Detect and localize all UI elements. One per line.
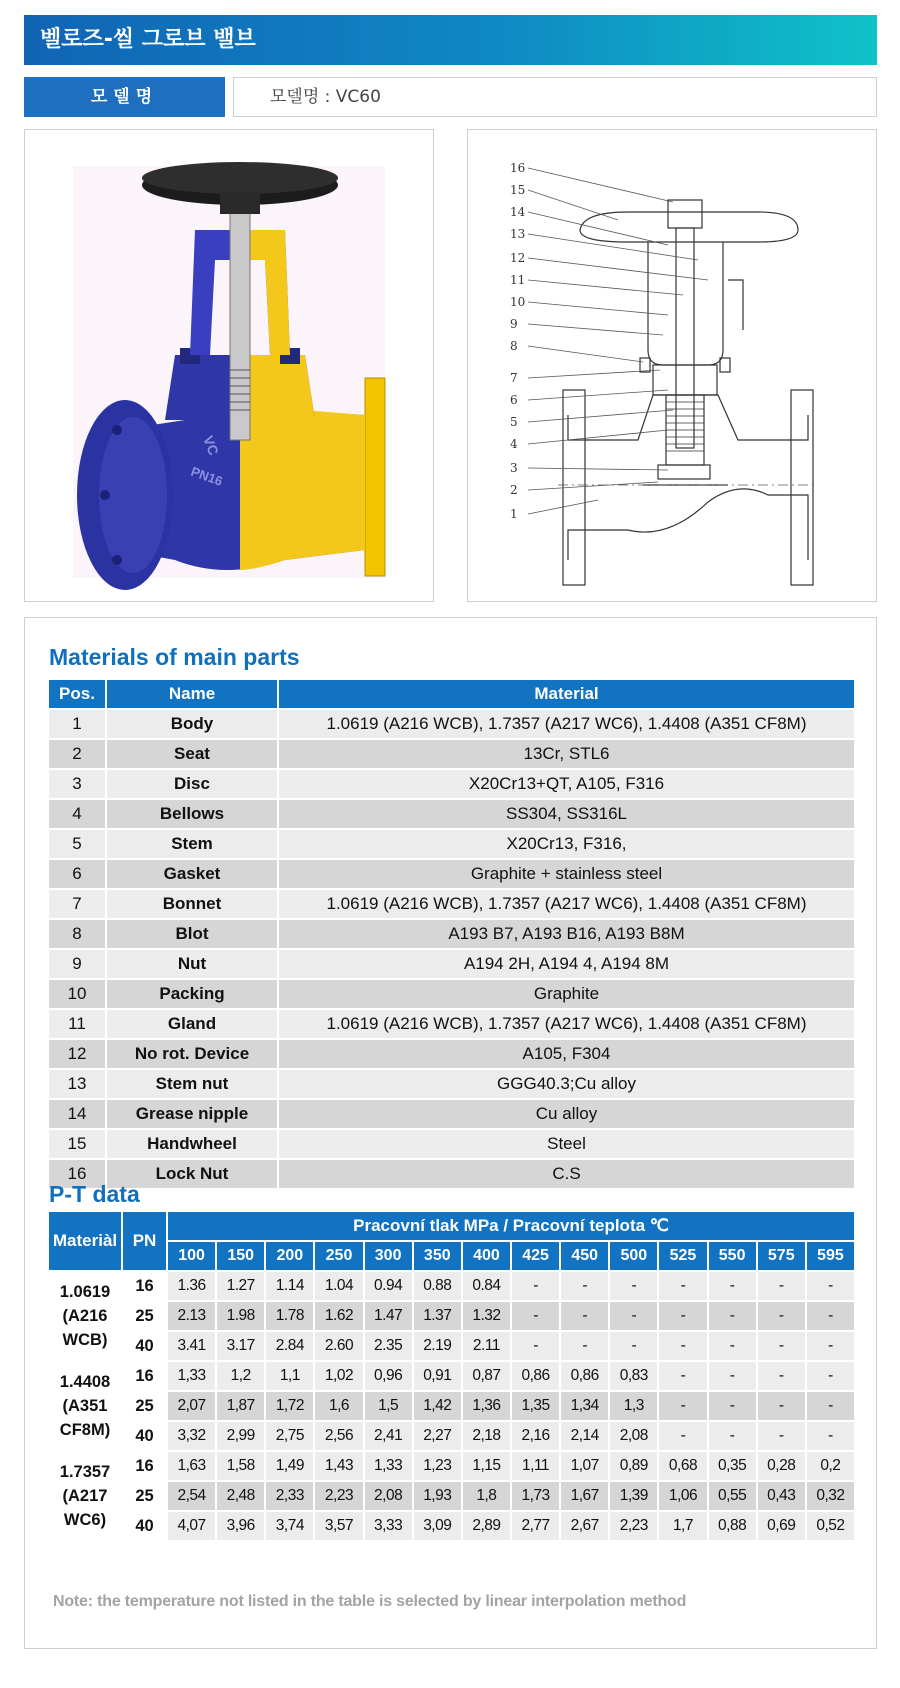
pt-value-cell: 2,56 (315, 1422, 362, 1450)
pt-value-cell: - (709, 1362, 756, 1390)
callout-label: 8 (510, 339, 518, 353)
materials-material-cell: 13Cr, STL6 (279, 740, 854, 768)
callout-label: 5 (510, 415, 518, 429)
callout-label: 16 (510, 161, 526, 175)
pt-value-cell: 1,34 (561, 1392, 608, 1420)
pt-value-cell: 1,42 (414, 1392, 461, 1420)
pt-material-line: 1.0619 (59, 1283, 111, 1301)
pt-table (47, 1210, 856, 1542)
materials-row (49, 1130, 854, 1158)
materials-pos-cell: 9 (49, 950, 105, 978)
materials-title: Materials of main parts (49, 644, 300, 670)
callout-label: 2 (510, 483, 518, 497)
materials-row (49, 1010, 854, 1038)
pt-value-cell: - (561, 1302, 608, 1330)
pt-pn-cell: 40 (123, 1512, 166, 1540)
pt-material-cell (49, 1272, 121, 1360)
pt-value-cell: 1.14 (266, 1272, 313, 1300)
pt-value-cell: - (758, 1272, 805, 1300)
svg-text:PN16: PN16 (188, 463, 225, 489)
pt-header-span: Pracovní tlak MPa / Pracovní teplota ℃ (168, 1212, 854, 1240)
valve-photo-illustration (25, 130, 435, 603)
pt-value-cell: 1,87 (217, 1392, 264, 1420)
pt-value-cell: 3,33 (365, 1512, 412, 1540)
pt-temperature-header: 550 (709, 1242, 756, 1270)
pt-temperature-header: 300 (365, 1242, 412, 1270)
pt-header-material: Materiàl (49, 1212, 121, 1270)
materials-pos-cell: 1 (49, 710, 105, 738)
materials-name-cell: Gasket (107, 860, 277, 888)
pt-row (49, 1452, 854, 1480)
callout-label: 13 (510, 227, 526, 241)
materials-row (49, 1070, 854, 1098)
pt-value-cell: 3.41 (168, 1332, 215, 1360)
materials-pos-cell: 7 (49, 890, 105, 918)
pt-value-cell: - (659, 1272, 706, 1300)
pt-pn-cell: 16 (123, 1452, 166, 1480)
pt-value-cell: - (758, 1302, 805, 1330)
pt-value-cell: - (659, 1332, 706, 1360)
pt-value-cell: 0.84 (463, 1272, 510, 1300)
pt-value-cell: - (561, 1272, 608, 1300)
pt-value-cell: - (512, 1332, 559, 1360)
pt-value-cell: 1,06 (659, 1482, 706, 1510)
pt-temperature-header: 200 (266, 1242, 313, 1270)
pt-temperature-header: 100 (168, 1242, 215, 1270)
pt-value-cell: 2,07 (168, 1392, 215, 1420)
materials-name-cell: No rot. Device (107, 1040, 277, 1068)
materials-row (49, 1100, 854, 1128)
pt-value-cell: 1,39 (610, 1482, 657, 1510)
pt-value-cell: 1,15 (463, 1452, 510, 1480)
pt-value-cell: 0,87 (463, 1362, 510, 1390)
pt-row (49, 1272, 854, 1300)
pt-value-cell: 1,63 (168, 1452, 215, 1480)
materials-name-cell: Lock Nut (107, 1160, 277, 1188)
pt-value-cell: 2,75 (266, 1422, 313, 1450)
pt-material-line: (A216 (62, 1307, 108, 1325)
pt-value-cell: 2.60 (315, 1332, 362, 1360)
pt-value-cell: 1.98 (217, 1302, 264, 1330)
pt-value-cell: 1,58 (217, 1452, 264, 1480)
svg-text:VC: VC (200, 433, 222, 458)
materials-row (49, 860, 854, 888)
materials-row (49, 1040, 854, 1068)
pt-value-cell: 3,09 (414, 1512, 461, 1540)
pt-value-cell: - (709, 1392, 756, 1420)
callout-label: 14 (510, 205, 526, 219)
pt-value-cell: 2,08 (365, 1482, 412, 1510)
valve-cross-section-drawing (467, 129, 877, 602)
materials-name-cell: Bonnet (107, 890, 277, 918)
pt-value-cell: 1,33 (168, 1362, 215, 1390)
pt-value-cell: - (758, 1362, 805, 1390)
pt-value-cell: - (758, 1332, 805, 1360)
materials-row (49, 830, 854, 858)
pt-material-line: (A217 (62, 1487, 108, 1505)
materials-material-cell: Cu alloy (279, 1100, 854, 1128)
pt-value-cell: - (807, 1362, 854, 1390)
materials-pos-cell: 6 (49, 860, 105, 888)
pt-pn-cell: 25 (123, 1302, 166, 1330)
materials-header-material: Material (279, 680, 854, 708)
materials-name-cell: Stem (107, 830, 277, 858)
valve-photo (24, 129, 434, 602)
pt-value-cell: 1,6 (315, 1392, 362, 1420)
pt-value-cell: 1,67 (561, 1482, 608, 1510)
materials-row (49, 1160, 854, 1188)
materials-material-cell: 1.0619 (A216 WCB), 1.7357 (A217 WC6), 1.4408 (A351 CF8M) (279, 1010, 854, 1038)
materials-material-cell: A194 2H, A194 4, A194 8M (279, 950, 854, 978)
materials-row (49, 710, 854, 738)
pt-value-cell: 2,67 (561, 1512, 608, 1540)
pt-value-cell: - (709, 1272, 756, 1300)
pt-value-cell: 2,14 (561, 1422, 608, 1450)
materials-pos-cell: 2 (49, 740, 105, 768)
materials-header-name: Name (107, 680, 277, 708)
pt-header-pn: PN (123, 1212, 166, 1270)
pt-value-cell: 0,43 (758, 1482, 805, 1510)
pt-value-cell: - (807, 1272, 854, 1300)
materials-material-cell: X20Cr13, F316, (279, 830, 854, 858)
pt-value-cell: 0,89 (610, 1452, 657, 1480)
pt-value-cell: 2,48 (217, 1482, 264, 1510)
pt-pn-cell: 40 (123, 1422, 166, 1450)
materials-row (49, 920, 854, 948)
pt-value-cell: 0,86 (561, 1362, 608, 1390)
pt-pn-cell: 16 (123, 1362, 166, 1390)
pt-value-cell: - (709, 1422, 756, 1450)
materials-pos-cell: 5 (49, 830, 105, 858)
materials-row (49, 770, 854, 798)
materials-material-cell: A193 B7, A193 B16, A193 B8M (279, 920, 854, 948)
materials-name-cell: Seat (107, 740, 277, 768)
page-title: 벨로즈-씰 그로브 밸브 (24, 15, 877, 65)
pt-value-cell: 2,89 (463, 1512, 510, 1540)
pt-value-cell: - (807, 1422, 854, 1450)
materials-name-cell: Grease nipple (107, 1100, 277, 1128)
model-value: 모델명 : VC60 (233, 77, 877, 117)
materials-name-cell: Blot (107, 920, 277, 948)
pt-temperature-header: 450 (561, 1242, 608, 1270)
pt-pn-cell: 25 (123, 1392, 166, 1420)
materials-pos-cell: 10 (49, 980, 105, 1008)
pt-value-cell: 1,23 (414, 1452, 461, 1480)
pt-value-cell: 1,11 (512, 1452, 559, 1480)
pt-value-cell: 0,35 (709, 1452, 756, 1480)
cross-section-illustration (468, 130, 878, 603)
materials-material-cell: C.S (279, 1160, 854, 1188)
pt-body (49, 1272, 854, 1540)
pt-temperature-header: 350 (414, 1242, 461, 1270)
pt-value-cell: 1,36 (463, 1392, 510, 1420)
pt-value-cell: 2,16 (512, 1422, 559, 1450)
materials-pos-cell: 14 (49, 1100, 105, 1128)
pt-value-cell: 0,68 (659, 1452, 706, 1480)
pt-value-cell: - (610, 1272, 657, 1300)
callout-label: 15 (510, 183, 526, 197)
pt-value-cell: - (512, 1272, 559, 1300)
pt-value-cell: - (807, 1302, 854, 1330)
pt-value-cell: 1,7 (659, 1512, 706, 1540)
model-row (24, 77, 877, 117)
pt-temperature-header: 525 (659, 1242, 706, 1270)
pt-value-cell: 2,18 (463, 1422, 510, 1450)
materials-name-cell: Nut (107, 950, 277, 978)
pt-value-cell: 2.84 (266, 1332, 313, 1360)
pt-value-cell: 2,77 (512, 1512, 559, 1540)
pt-value-cell: 0,86 (512, 1362, 559, 1390)
materials-row (49, 740, 854, 768)
pt-value-cell: 1,3 (610, 1392, 657, 1420)
pt-value-cell: 2,23 (315, 1482, 362, 1510)
pt-value-cell: 1,5 (365, 1392, 412, 1420)
pt-value-cell: - (659, 1422, 706, 1450)
pt-value-cell: 3,57 (315, 1512, 362, 1540)
materials-pos-cell: 13 (49, 1070, 105, 1098)
pt-pn-cell: 16 (123, 1272, 166, 1300)
pt-value-cell: 2.11 (463, 1332, 510, 1360)
materials-name-cell: Bellows (107, 800, 277, 828)
pt-value-cell: 1,2 (217, 1362, 264, 1390)
pt-value-cell: - (709, 1302, 756, 1330)
pt-value-cell: 1.78 (266, 1302, 313, 1330)
pt-row (49, 1482, 854, 1510)
pt-value-cell: - (561, 1332, 608, 1360)
pt-value-cell: 1.27 (217, 1272, 264, 1300)
pt-value-cell: 1,35 (512, 1392, 559, 1420)
materials-pos-cell: 4 (49, 800, 105, 828)
materials-name-cell: Disc (107, 770, 277, 798)
pt-title: P-T data (49, 1181, 140, 1207)
pt-row (49, 1512, 854, 1540)
interpolation-note: Note: the temperature not listed in the table is selected by linear interpolation method (53, 1593, 687, 1610)
pt-value-cell: 1.37 (414, 1302, 461, 1330)
pt-value-cell: 0,32 (807, 1482, 854, 1510)
materials-name-cell: Packing (107, 980, 277, 1008)
materials-name-cell: Gland (107, 1010, 277, 1038)
pt-value-cell: 2.13 (168, 1302, 215, 1330)
pt-temperature-header: 595 (807, 1242, 854, 1270)
pt-value-cell: 1,73 (512, 1482, 559, 1510)
pt-value-cell: 0,2 (807, 1452, 854, 1480)
pt-material-line: WCB) (62, 1331, 108, 1349)
pt-value-cell: 1.32 (463, 1302, 510, 1330)
pt-row (49, 1362, 854, 1390)
pt-material-line: 1.4408 (59, 1373, 111, 1391)
materials-header-pos: Pos. (49, 680, 105, 708)
materials-material-cell: X20Cr13+QT, A105, F316 (279, 770, 854, 798)
pt-temperature-header: 500 (610, 1242, 657, 1270)
pt-value-cell: 0,52 (807, 1512, 854, 1540)
pt-value-cell: 2,54 (168, 1482, 215, 1510)
materials-pos-cell: 3 (49, 770, 105, 798)
materials-pos-cell: 11 (49, 1010, 105, 1038)
pt-value-cell: 2,27 (414, 1422, 461, 1450)
materials-row (49, 980, 854, 1008)
pt-row (49, 1302, 854, 1330)
pt-temperature-header: 250 (315, 1242, 362, 1270)
callout-label: 3 (510, 461, 518, 475)
callout-label: 4 (510, 437, 518, 451)
pt-value-cell: - (807, 1392, 854, 1420)
callout-label: 9 (510, 317, 518, 331)
materials-pos-cell: 8 (49, 920, 105, 948)
materials-pos-cell: 15 (49, 1130, 105, 1158)
pt-value-cell: 1,33 (365, 1452, 412, 1480)
pt-material-cell (49, 1362, 121, 1450)
materials-material-cell: Graphite (279, 980, 854, 1008)
pt-value-cell: - (610, 1332, 657, 1360)
pt-pn-cell: 40 (123, 1332, 166, 1360)
pt-temperature-header: 425 (512, 1242, 559, 1270)
materials-row (49, 800, 854, 828)
pt-value-cell: 2,08 (610, 1422, 657, 1450)
callout-label: 6 (510, 393, 518, 407)
pt-value-cell: 3.17 (217, 1332, 264, 1360)
pt-value-cell: 1,8 (463, 1482, 510, 1510)
pt-value-cell: 0,88 (709, 1512, 756, 1540)
pt-value-cell: 1,02 (315, 1362, 362, 1390)
pt-value-cell: 2,41 (365, 1422, 412, 1450)
pt-value-cell: 3,96 (217, 1512, 264, 1540)
pt-value-cell: - (659, 1362, 706, 1390)
pt-value-cell: 1,49 (266, 1452, 313, 1480)
pt-value-cell: 1.36 (168, 1272, 215, 1300)
materials-material-cell: 1.0619 (A216 WCB), 1.7357 (A217 WC6), 1.4408 (A351 CF8M) (279, 890, 854, 918)
pt-value-cell: 0,91 (414, 1362, 461, 1390)
pt-value-cell: 2,33 (266, 1482, 313, 1510)
pt-row (49, 1392, 854, 1420)
pt-value-cell: - (610, 1302, 657, 1330)
pt-material-cell (49, 1452, 121, 1540)
materials-pos-cell: 12 (49, 1040, 105, 1068)
pt-value-cell: 2.19 (414, 1332, 461, 1360)
pt-value-cell: 0.88 (414, 1272, 461, 1300)
pt-value-cell: - (709, 1332, 756, 1360)
materials-material-cell: GGG40.3;Cu alloy (279, 1070, 854, 1098)
callout-label: 7 (510, 371, 518, 385)
pt-value-cell: 1,72 (266, 1392, 313, 1420)
materials-name-cell: Body (107, 710, 277, 738)
pt-value-cell: 0,96 (365, 1362, 412, 1390)
callout-label: 1 (510, 507, 518, 521)
pt-value-cell: 4,07 (168, 1512, 215, 1540)
pt-value-cell: - (659, 1302, 706, 1330)
pt-value-cell: - (512, 1302, 559, 1330)
pt-value-cell: - (758, 1422, 805, 1450)
pt-temperature-header: 575 (758, 1242, 805, 1270)
pt-temperature-header: 150 (217, 1242, 264, 1270)
pt-temperature-row (49, 1242, 854, 1270)
pt-material-line: WC6) (63, 1511, 107, 1529)
pt-material-line: CF8M) (59, 1421, 111, 1439)
pt-value-cell: 2.35 (365, 1332, 412, 1360)
pt-value-cell: - (758, 1392, 805, 1420)
model-label: 모델명 (24, 77, 225, 117)
pt-row (49, 1332, 854, 1360)
pt-value-cell: 0,69 (758, 1512, 805, 1540)
pt-value-cell: 3,32 (168, 1422, 215, 1450)
materials-name-cell: Stem nut (107, 1070, 277, 1098)
materials-name-cell: Handwheel (107, 1130, 277, 1158)
pt-value-cell: 3,74 (266, 1512, 313, 1540)
callout-label: 11 (510, 273, 526, 287)
materials-body (49, 710, 854, 1188)
spec-card (24, 617, 877, 1649)
pt-value-cell: 1,43 (315, 1452, 362, 1480)
pt-value-cell: 1.62 (315, 1302, 362, 1330)
pt-value-cell: 1,1 (266, 1362, 313, 1390)
pt-value-cell: 0,28 (758, 1452, 805, 1480)
materials-material-cell: Steel (279, 1130, 854, 1158)
materials-table (47, 678, 856, 1190)
callout-label: 10 (510, 295, 526, 309)
pt-value-cell: 1,07 (561, 1452, 608, 1480)
pt-value-cell: 1.04 (315, 1272, 362, 1300)
pt-row (49, 1422, 854, 1450)
materials-pos-cell: 16 (49, 1160, 105, 1188)
pt-value-cell: 0.94 (365, 1272, 412, 1300)
materials-material-cell: Graphite + stainless steel (279, 860, 854, 888)
materials-row (49, 890, 854, 918)
pt-material-line: 1.7357 (59, 1463, 111, 1481)
pt-value-cell: 1,93 (414, 1482, 461, 1510)
pt-value-cell: 2,23 (610, 1512, 657, 1540)
materials-material-cell: 1.0619 (A216 WCB), 1.7357 (A217 WC6), 1.4408 (A351 CF8M) (279, 710, 854, 738)
pt-value-cell: 0,55 (709, 1482, 756, 1510)
pt-value-cell: - (807, 1332, 854, 1360)
pt-pn-cell: 25 (123, 1482, 166, 1510)
pt-value-cell: 1.47 (365, 1302, 412, 1330)
pt-temperature-header: 400 (463, 1242, 510, 1270)
materials-row (49, 950, 854, 978)
pt-material-line: (A351 (62, 1397, 108, 1415)
pt-value-cell: - (659, 1392, 706, 1420)
materials-material-cell: SS304, SS316L (279, 800, 854, 828)
pt-value-cell: 2,99 (217, 1422, 264, 1450)
materials-material-cell: A105, F304 (279, 1040, 854, 1068)
callout-label: 12 (510, 251, 526, 265)
pt-value-cell: 0,83 (610, 1362, 657, 1390)
